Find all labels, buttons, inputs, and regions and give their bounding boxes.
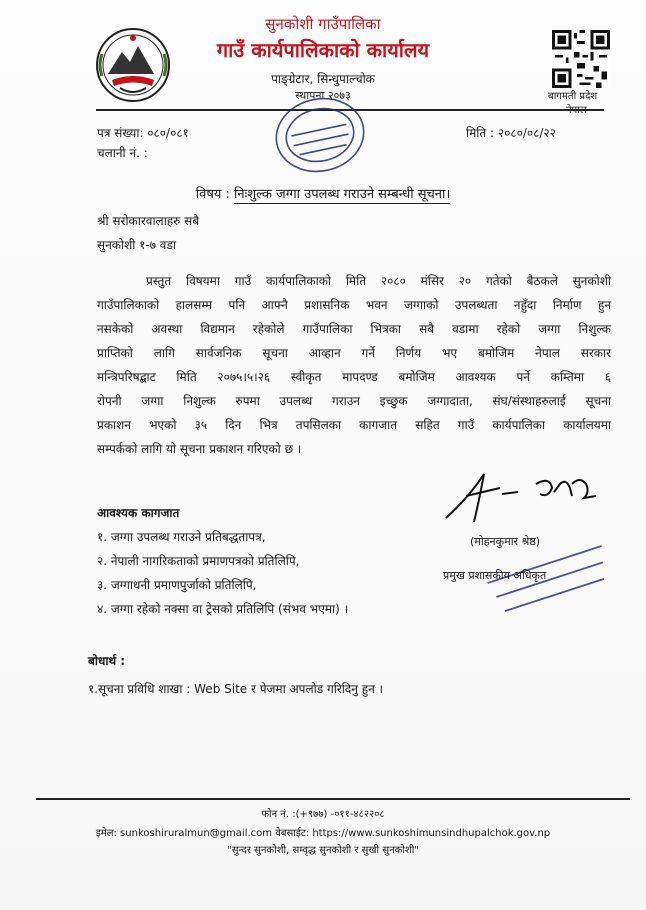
body-paragraph-line: प्राप्तिको लागि सार्वजनिक सूचना आव्हान गर्ने निर्णय भए बमोजिम नेपाल सरकार <box>97 346 611 360</box>
footer-contact: इमेल: sunkoshiruralmun@gmail.com वेबसाईट: https://www.sunkoshimunsindhupalchok.gov.np <box>95 828 551 839</box>
documents-heading: आवश्यक कागजात <box>97 506 180 520</box>
province-label: बागमती प्रदेश <box>548 91 598 102</box>
document-item: ४. जग्गा रहेको नक्सा वा ट्रेसको प्रतिलिपि (संभव भएमा) । <box>97 602 349 616</box>
signatory-name: (मोहनकुमार श्रेष्ठ) <box>470 535 541 548</box>
document-item: १. जग्गा उपलब्ध गराउने प्रतिबद्धतापत्र, <box>97 530 266 544</box>
body-paragraph-line: प्रस्तुत विषयमा गाउँ कार्यपालिकाको मिति २०८० मंसिर २० गतेको बैठकले सुनकोशी <box>146 274 611 288</box>
office-stamp <box>270 92 370 178</box>
subject-text: निःशुल्क जग्गा उपलब्ध गराउने सम्बन्धी सूचना। <box>234 187 451 202</box>
recipient-line-2: सुनकोशी १-७ वडा <box>97 238 177 252</box>
office-name: गाउँ कार्यपालिकाको कार्यालय <box>216 38 430 62</box>
body-paragraph-line: सम्पर्कको लागि यो सूचना प्रकाशन गरिएको छ । <box>97 442 302 456</box>
qr-code-icon <box>552 30 610 88</box>
subject-label: विषय : <box>195 187 235 202</box>
footer-phone: फोन नं. :(+९७७) -०११-४८२२०८ <box>261 809 385 820</box>
footer-divider <box>36 798 630 800</box>
body-paragraph-line: प्रकाशन भएको ३५ दिन भित्र तपसिलका कागजात सहित गाउँ कार्यपालिका कार्यालयमा <box>97 418 611 432</box>
recipient-line-1: श्री सरोकारवालाहरु सबै <box>97 214 200 228</box>
cc-line: १.सूचना प्रविधि शाखा : Web Site र पेजमा अपलोड गरिदिनु हुन । <box>88 682 384 696</box>
establishment-line: स्थापना २०७३ <box>295 89 351 102</box>
signatory-designation: प्रमुख प्रशासकीय अधिकृत <box>443 569 547 582</box>
office-address: पाङ्ग्रेटार, सिन्धुपाल्चोक <box>271 72 375 86</box>
body-paragraph-line: रोपनी जग्गा निशुल्क रुपमा उपलब्ध गराउन इच्छुक जग्गादाता, संघ/संस्थाहरुलाई सूचना <box>97 394 611 408</box>
dispatch-number: चलानी नं. : <box>97 146 148 160</box>
cc-heading: बोधार्थ : <box>88 654 126 668</box>
letter-reference-number: पत्र संख्या: ०८०/०८१ <box>97 126 189 140</box>
body-paragraph-line: मन्त्रिपरिषद्बाट मिति २०७५।५।२६ स्वीकृत मापदण्ड बमोजिम आवश्यक पर्ने कम्तिमा ६ <box>97 370 611 384</box>
body-paragraph-line: गाउँपालिकाको हालसम्म पनि आफ्नै प्रशासनिक भवन जग्गाको उपलब्धता नहुँदा निर्माण हुन <box>97 298 611 312</box>
document-item: २. नेपाली नागरिकताको प्रमाणपत्रको प्रतिलिपि, <box>97 554 300 568</box>
letter-date: मिति : २०८०/०८/२२ <box>466 126 556 140</box>
body-paragraph-line: नसकेको अवस्था विद्यमान रहेकोले गाउँपालिका भित्रका सबै वडामा रहेको जग्गा निशुल्क <box>97 322 611 336</box>
handwritten-signature <box>440 466 610 526</box>
footer-slogan: "सुन्दर सुनकोशी, सम्वृद्ध सुनकोशी र सुखी सुनकोशी" <box>227 845 419 856</box>
subject-line <box>0 184 646 202</box>
document-item: ३. जग्गाधनी प्रमाणपुर्जाको प्रतिलिपि, <box>97 578 257 592</box>
municipality-name: सुनकोशी गाउँपालिका <box>265 15 381 33</box>
